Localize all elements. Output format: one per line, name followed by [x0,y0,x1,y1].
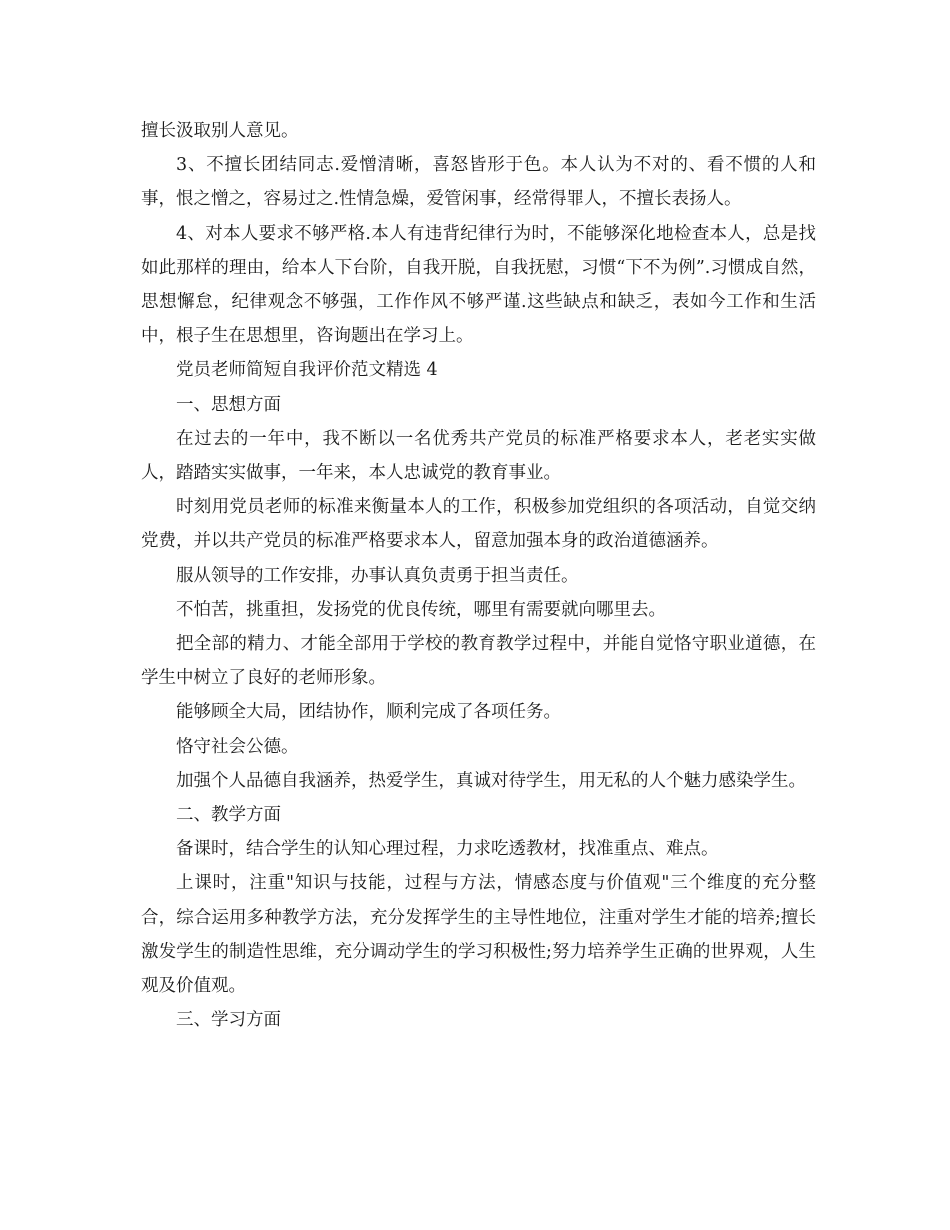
heading-thought: 一、思想方面 [176,394,281,415]
heading-teaching: 二、教学方面 [176,805,281,826]
heading-study: 三、学习方面 [176,1010,281,1031]
section-title: 党员老师简短自我评价范文精选 4 [176,360,438,381]
paragraph-7: 服从领导的工作安排，办事认真负责勇于担当责任。 [176,565,579,586]
paragraph-2: 4、对本人要求不够严格.本人有违背纪律行为时，不能够深化地检查本人，总是找如此那样的理由，给本人下台阶，自我开脱，自我抚慰，习惯“下不为例”.习惯成自然，思想懈怠，纪律观念不够强，工作作风不够严谨.这些缺点和缺乏，表如今工作和生活中，根子生在思想里，咨询题出在学习上。 [141,223,816,347]
paragraph-8: 不怕苦，挑重担，发扬党的优良传统，哪里有需要就向哪里去。 [176,599,666,620]
document-body [141,114,816,1037]
paragraph-1: 3、不擅长团结同志.爱憎清晰，喜怒皆形于色。本人认为不对的、看不惯的人和事，恨之憎之，容易过之.性情急燥，爱管闲事，经常得罪人，不擅长表扬人。 [141,155,816,210]
paragraph-5: 在过去的一年中，我不断以一名优秀共产党员的标准严格要求本人，老老实实做人，踏踏实实做事，一年来，本人忠诚党的教育事业。 [141,428,816,484]
paragraph-10: 能够顾全大局，团结协作，顺利完成了各项任务。 [176,702,561,723]
paragraph-14: 备课时，结合学生的认知心理过程，力求吃透教材，找准重点、难点。 [176,839,719,860]
paragraph-9: 把全部的精力、才能全部用于学校的教育教学过程中，并能自觉恪守职业道德，在学生中树立了良好的老师形象。 [141,634,816,689]
paragraph-0: 擅长汲取别人意见。 [141,121,299,141]
paragraph-15: 上课时，注重"知识与技能，过程与方法，情感态度与价值观"三个维度的充分整合，综合运用多种教学方法，充分发挥学生的主导性地位，注重对学生才能的培养;擅长激发学生的制造性思维，充分调动学生的学习积极性;努力培养学生正确的世界观，人生观及价值观。 [141,873,816,997]
paragraph-6: 时刻用党员老师的标准来衡量本人的工作，积极参加党组织的各项活动，自觉交纳党费，并以共产党员的标准严格要求本人，留意加强本身的政治道德涵养。 [141,497,816,552]
paragraph-11: 恪守社会公德。 [176,736,299,757]
paragraph-12: 加强个人品德自我涵养，热爱学生，真诚对待学生，用无私的人个魅力感染学生。 [176,770,806,791]
